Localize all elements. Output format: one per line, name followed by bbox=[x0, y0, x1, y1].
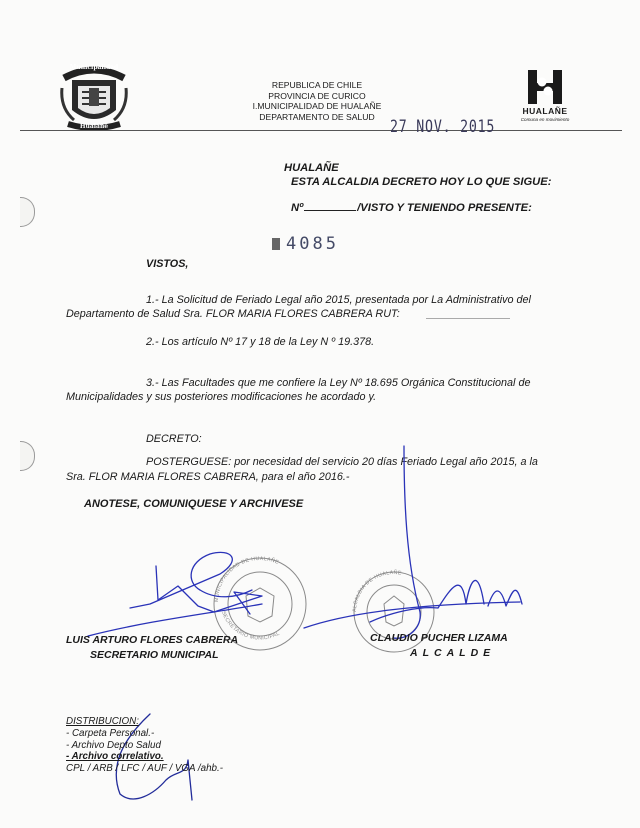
mayor-title: ALCALDE bbox=[410, 647, 496, 659]
left-seal-top-text: MUNICIPALIDAD DE HUALAÑE bbox=[213, 555, 280, 603]
decree-number: 4085 bbox=[286, 234, 339, 254]
header-line-province: PROVINCIA DE CURICO bbox=[268, 90, 366, 101]
secretary-title: SECRETARIO MUNICIPAL bbox=[90, 649, 219, 661]
distribution-item: - Archivo Depto Salud bbox=[66, 739, 161, 751]
header-line-municipality: I.MUNICIPALIDAD DE HUALAÑE bbox=[252, 101, 382, 111]
decreto-line-2: Sra. FLOR MARIA FLORES CABRERA, para el año 2016.- bbox=[66, 471, 350, 483]
vistos-item-2: 2.- Los artículo Nº 17 y 18 de la Ley N º 19.378. bbox=[146, 336, 375, 348]
decreto-line-1: POSTERGUESE: por necesidad del servicio 20 días Feriado Legal año 2015, a la bbox=[146, 456, 538, 468]
mayor-name: CLAUDIO PUCHER LIZAMA bbox=[370, 632, 508, 644]
vistos-heading: VISTOS, bbox=[146, 258, 189, 270]
place-heading: HUALAÑE bbox=[284, 162, 339, 174]
hualane-logo-name: HUALAÑE bbox=[522, 106, 568, 116]
left-seal-bottom-text: SECRETARIO MUNICIPAL bbox=[220, 610, 281, 642]
decreto-heading: DECRETO: bbox=[146, 433, 202, 445]
distribution-item: - Archivo correlativo. bbox=[66, 751, 164, 763]
right-seal-top-text: ALCALDIA DE HUALAÑE bbox=[351, 569, 403, 613]
date-stamp: 27 NOV. 2015 bbox=[390, 117, 496, 137]
distribution-initials: CPL / ARB / LFC / AUF / VGA /ahb.- bbox=[66, 763, 223, 775]
vistos-item-3-line-1: 3.- Las Facultades que me confiere la Ley Nº 18.695 Orgánica Constitucional de bbox=[146, 377, 531, 389]
crest-bottom-label: Hualañe bbox=[79, 123, 109, 130]
distribution-heading: DISTRIBUCION: bbox=[66, 716, 139, 727]
number-suffix: /VISTO Y TENIENDO PRESENTE: bbox=[357, 202, 532, 214]
distribution-block bbox=[66, 716, 223, 775]
vistos-item-1-line-2: Departamento de Salud Sra. FLOR MARIA FLORES CABRERA RUT: bbox=[66, 308, 400, 320]
hualane-logo-tagline: Comuna en movimiento bbox=[520, 117, 570, 122]
vistos-item-1-line-1: 1.- La Solicitud de Feriado Legal año 2015, presentada por La Administrativo del bbox=[146, 294, 531, 306]
vistos-item-3-line-2: Municipalidades y sus posteriores modificaciones he acordado y. bbox=[66, 391, 377, 403]
header-line-department: DEPARTAMENTO DE SALUD bbox=[259, 111, 375, 122]
header-line-republic: REPUBLICA DE CHILE bbox=[271, 80, 363, 90]
distribution-item: - Carpeta Personal.- bbox=[66, 727, 155, 739]
closing-line: ANOTESE, COMUNIQUESE Y ARCHIVESE bbox=[84, 498, 304, 510]
secretary-name: LUIS ARTURO FLORES CABRERA bbox=[66, 634, 239, 646]
mayor-signature bbox=[304, 446, 522, 638]
decree-line: ESTA ALCALDIA DECRETO HOY LO QUE SIGUE: bbox=[291, 176, 552, 188]
number-prefix: Nº bbox=[291, 202, 304, 214]
crest-top-label: Municipalidad bbox=[69, 64, 119, 71]
